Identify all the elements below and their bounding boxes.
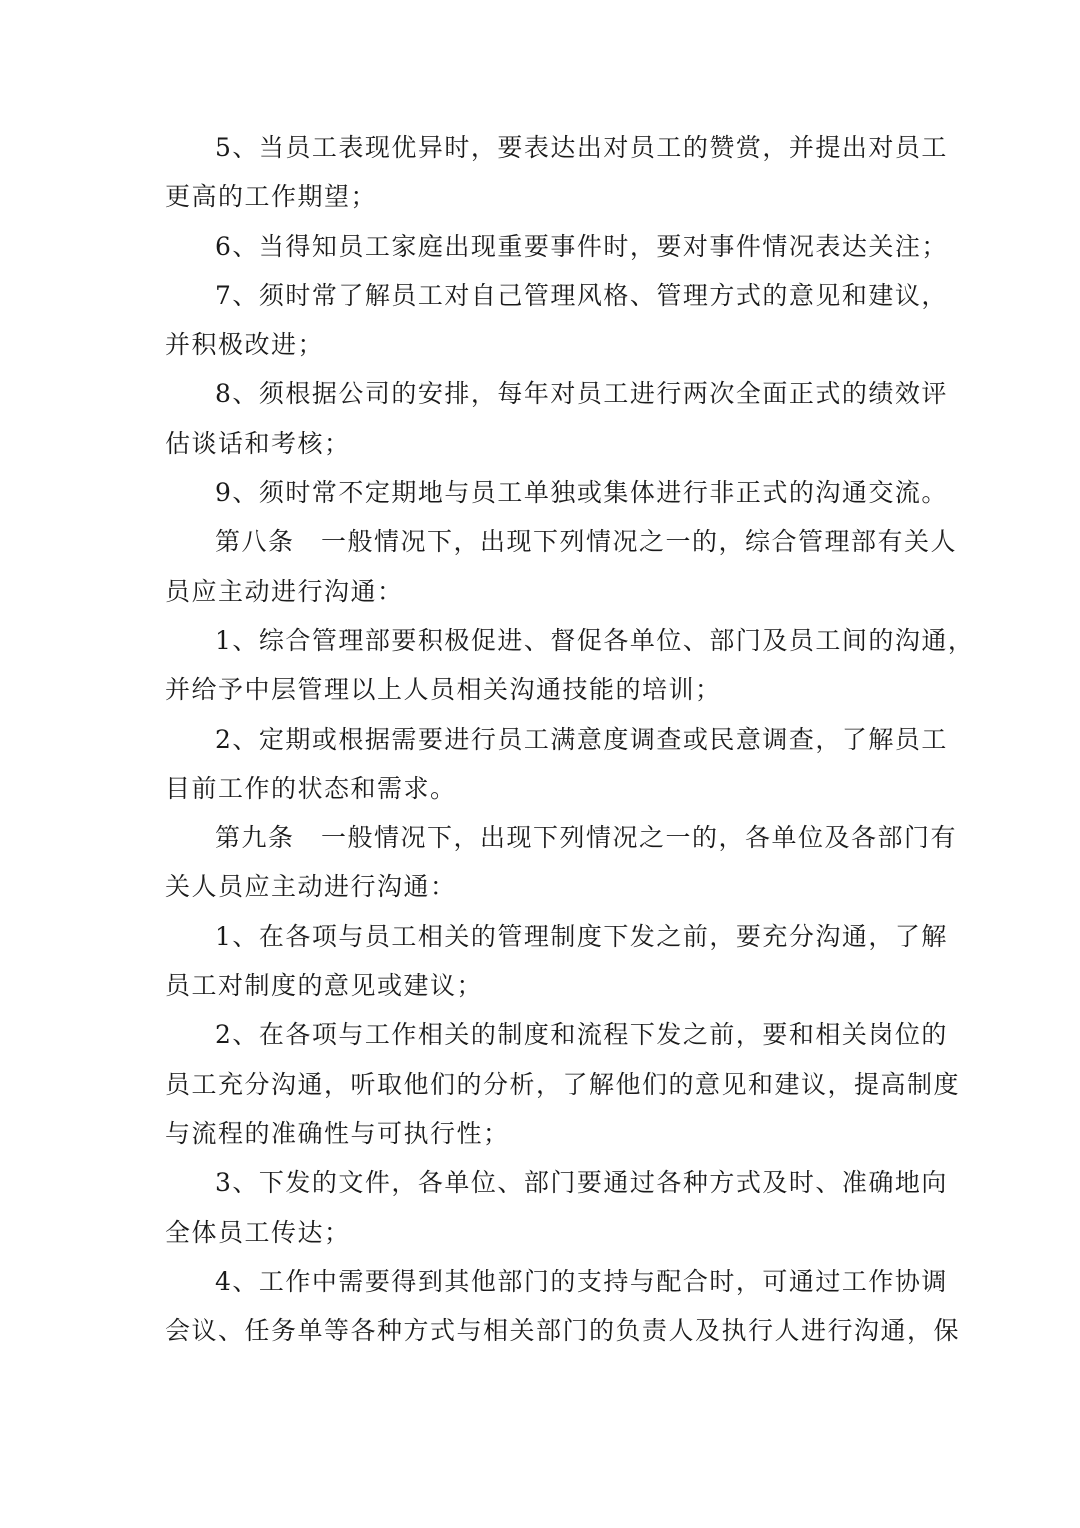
text-line: 5、当员工表现优异时，要表达出对员工的赞赏，并提出对员工 — [215, 133, 948, 162]
text-line: 2、在各项与工作相关的制度和流程下发之前，要和相关岗位的 — [215, 1020, 948, 1050]
text-line: 会议、任务单等各种方式与相关部门的负责人及执行人进行沟通，保 — [165, 1316, 961, 1346]
article-heading-line: 第九条 一般情况下，出现下列情况之一的，各单位及各部门有 — [215, 823, 958, 853]
text-line: 员工对制度的意见或建议； — [165, 971, 484, 1001]
text-line: 员应主动进行沟通： — [165, 576, 404, 606]
text-line: 与流程的准确性与可执行性； — [165, 1118, 510, 1148]
text-line: 8、须根据公司的安排，每年对员工进行两次全面正式的绩效评 — [215, 379, 948, 409]
text-line: 7、须时常了解员工对自己管理风格、管理方式的意见和建议， — [215, 280, 948, 310]
text-line: 估谈话和考核； — [165, 428, 351, 458]
document-page — [165, 123, 975, 1355]
text-line: 6、当得知员工家庭出现重要事件时，要对事件情况表达关注； — [215, 231, 948, 261]
text-line: 1、在各项与员工相关的管理制度下发之前，要充分沟通，了解 — [215, 921, 948, 951]
text-line: 4、工作中需要得到其他部门的支持与配合时，可通过工作协调 — [215, 1266, 948, 1296]
text-line: 全体员工传达； — [165, 1217, 351, 1247]
text-line: 1、综合管理部要积极促进、督促各单位、部门及员工间的沟通， — [215, 625, 975, 655]
text-line: 并积极改进； — [165, 330, 325, 360]
text-line: 员工充分沟通，听取他们的分析，了解他们的意见和建议，提高制度 — [165, 1069, 961, 1099]
text-line: 3、下发的文件，各单位、部门要通过各种方式及时、准确地向 — [215, 1168, 948, 1198]
text-line: 目前工作的状态和需求。 — [165, 773, 457, 803]
text-line: 关人员应主动进行沟通： — [165, 872, 457, 902]
text-line: 2、定期或根据需要进行员工满意度调查或民意调查，了解员工 — [215, 724, 948, 754]
text-line: 更高的工作期望； — [165, 182, 378, 212]
article-heading-line: 第八条 一般情况下，出现下列情况之一的，综合管理部有关人 — [215, 527, 958, 557]
text-line: 并给予中层管理以上人员相关沟通技能的培训； — [165, 675, 722, 705]
text-line: 9、须时常不定期地与员工单独或集体进行非正式的沟通交流。 — [215, 478, 948, 508]
